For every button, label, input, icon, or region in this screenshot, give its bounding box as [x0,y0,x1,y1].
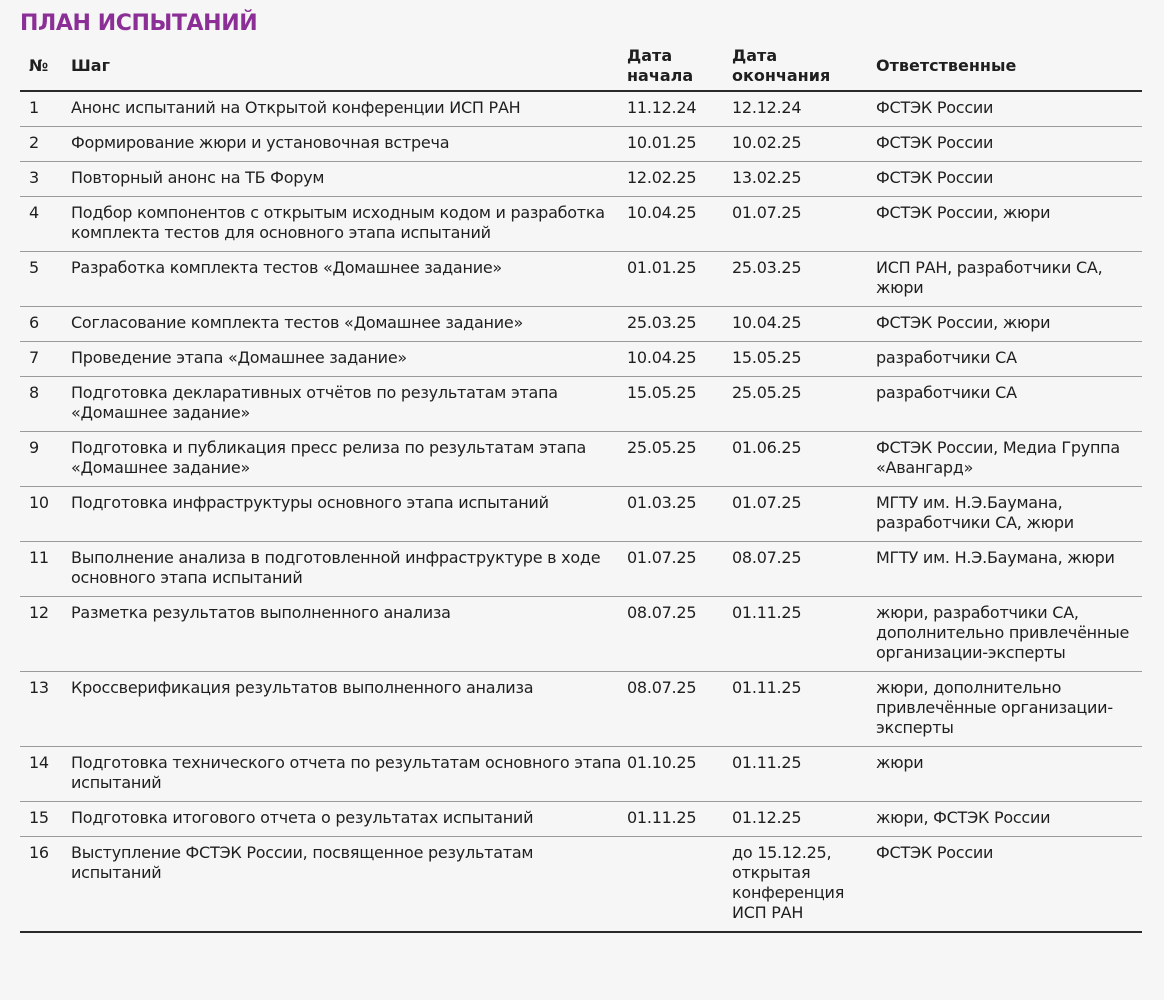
page-title: ПЛАН ИСПЫТАНИЙ [20,11,258,36]
responsible: ФСТЭК России [876,837,1142,933]
end-date: 10.02.25 [732,127,876,162]
responsible: жюри, разработчики СА, дополнительно привлечённые организации-эксперты [876,597,1142,672]
responsible: МГТУ им. Н.Э.Баумана, жюри [876,542,1142,597]
end-date: 01.07.25 [732,487,876,542]
start-date: 25.05.25 [627,432,732,487]
step-description: Анонс испытаний на Открытой конференции ИСП РАН [71,91,627,127]
header-row [20,46,1142,91]
start-date: 01.01.25 [627,252,732,307]
row-number: 9 [20,432,71,487]
responsible: ИСП РАН, разработчики СА, жюри [876,252,1142,307]
responsible: ФСТЭК России, жюри [876,307,1142,342]
row-number: 13 [20,672,71,747]
responsible: жюри, дополнительно привлечённые организации-эксперты [876,672,1142,747]
start-date: 15.05.25 [627,377,732,432]
start-date: 08.07.25 [627,597,732,672]
table-row [20,597,1142,672]
step-description: Подбор компонентов с открытым исходным кодом и разработка комплекта тестов для основного этапа испытаний [71,197,627,252]
step-description: Подготовка итогового отчета о результатах испытаний [71,802,627,837]
end-date: 01.12.25 [732,802,876,837]
table-row [20,162,1142,197]
step-description: Подготовка декларативных отчётов по результатам этапа «Домашнее задание» [71,377,627,432]
end-date: 01.11.25 [732,597,876,672]
responsible: разработчики СА [876,342,1142,377]
row-number: 6 [20,307,71,342]
table-row [20,377,1142,432]
header-start-date: Дата начала [627,46,732,91]
end-date: 15.05.25 [732,342,876,377]
table-row [20,487,1142,542]
row-number: 15 [20,802,71,837]
start-date: 01.03.25 [627,487,732,542]
start-date: 01.07.25 [627,542,732,597]
row-number: 12 [20,597,71,672]
end-date: 25.03.25 [732,252,876,307]
end-date: 10.04.25 [732,307,876,342]
start-date [627,837,732,933]
row-number: 1 [20,91,71,127]
header-step: Шаг [71,46,627,91]
row-number: 4 [20,197,71,252]
row-number: 11 [20,542,71,597]
row-number: 7 [20,342,71,377]
table-row [20,127,1142,162]
step-description: Подготовка инфраструктуры основного этапа испытаний [71,487,627,542]
table-row [20,837,1142,933]
responsible: ФСТЭК России [876,91,1142,127]
start-date: 08.07.25 [627,672,732,747]
end-date: 12.12.24 [732,91,876,127]
responsible: разработчики СА [876,377,1142,432]
step-description: Разработка комплекта тестов «Домашнее задание» [71,252,627,307]
step-description: Согласование комплекта тестов «Домашнее задание» [71,307,627,342]
responsible: ФСТЭК России, Медиа Группа «Авангард» [876,432,1142,487]
table-row [20,542,1142,597]
step-description: Формирование жюри и установочная встреча [71,127,627,162]
table-row [20,747,1142,802]
responsible: ФСТЭК России [876,162,1142,197]
table-header [20,46,1142,91]
table-row [20,432,1142,487]
row-number: 14 [20,747,71,802]
table-row [20,342,1142,377]
start-date: 10.04.25 [627,342,732,377]
end-date: 13.02.25 [732,162,876,197]
table-row [20,91,1142,127]
responsible: ФСТЭК России [876,127,1142,162]
responsible: жюри, ФСТЭК России [876,802,1142,837]
table-row [20,197,1142,252]
start-date: 10.04.25 [627,197,732,252]
responsible: жюри [876,747,1142,802]
table-row [20,307,1142,342]
table-row [20,672,1142,747]
step-description: Подготовка и публикация пресс релиза по результатам этапа «Домашнее задание» [71,432,627,487]
end-date: 08.07.25 [732,542,876,597]
step-description: Выступление ФСТЭК России, посвященное результатам испытаний [71,837,627,933]
end-date: до 15.12.25, открытая конференция ИСП РАН [732,837,876,933]
table-row [20,802,1142,837]
step-description: Кроссверификация результатов выполненного анализа [71,672,627,747]
start-date: 11.12.24 [627,91,732,127]
start-date: 10.01.25 [627,127,732,162]
header-number: № [20,46,71,91]
row-number: 3 [20,162,71,197]
start-date: 01.11.25 [627,802,732,837]
header-responsible: Ответственные [876,46,1142,91]
table-body [20,91,1142,932]
step-description: Разметка результатов выполненного анализа [71,597,627,672]
start-date: 01.10.25 [627,747,732,802]
row-number: 2 [20,127,71,162]
end-date: 25.05.25 [732,377,876,432]
end-date: 01.11.25 [732,747,876,802]
end-date: 01.07.25 [732,197,876,252]
row-number: 8 [20,377,71,432]
row-number: 5 [20,252,71,307]
step-description: Выполнение анализа в подготовленной инфраструктуре в ходе основного этапа испытаний [71,542,627,597]
step-description: Подготовка технического отчета по результатам основного этапа испытаний [71,747,627,802]
start-date: 12.02.25 [627,162,732,197]
responsible: МГТУ им. Н.Э.Баумана, разработчики СА, жюри [876,487,1142,542]
step-description: Проведение этапа «Домашнее задание» [71,342,627,377]
table-row [20,252,1142,307]
responsible: ФСТЭК России, жюри [876,197,1142,252]
row-number: 10 [20,487,71,542]
start-date: 25.03.25 [627,307,732,342]
end-date: 01.11.25 [732,672,876,747]
header-end-date: Дата окончания [732,46,876,91]
step-description: Повторный анонс на ТБ Форум [71,162,627,197]
test-plan-table [20,46,1142,933]
end-date: 01.06.25 [732,432,876,487]
row-number: 16 [20,837,71,933]
